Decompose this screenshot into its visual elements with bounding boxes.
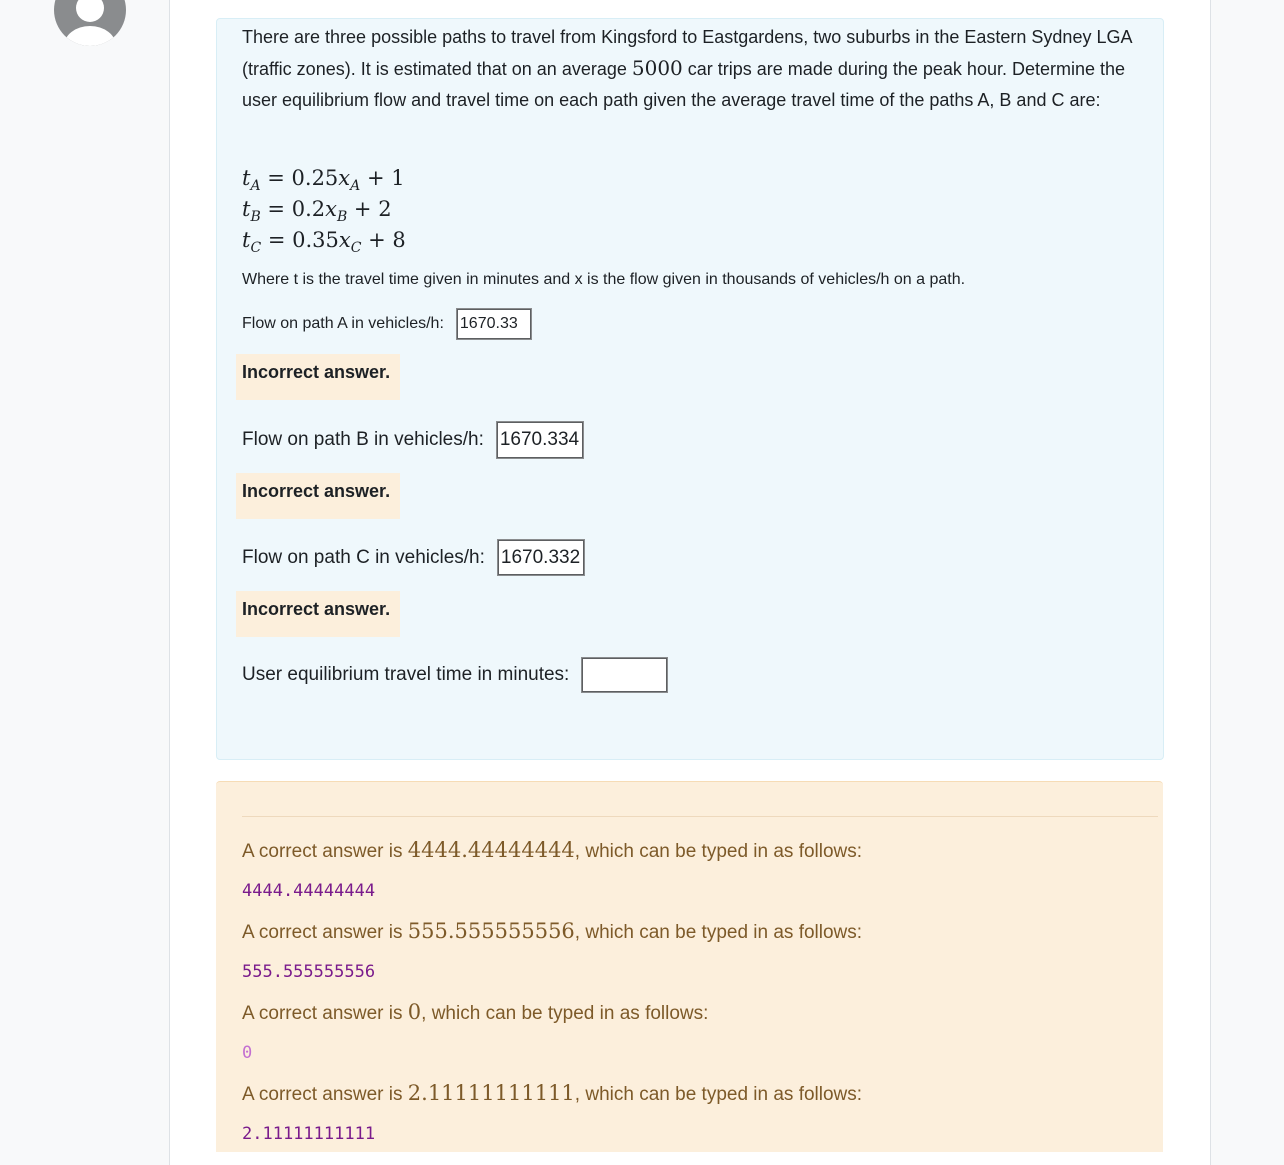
equation-b: $t_B = 0.2x_B + 2$ (242, 197, 392, 226)
correct-answer-1-suffix: , which can be typed in as follows: (574, 841, 863, 862)
correct-answer-4-suffix: , which can be typed in as follows: (574, 1084, 863, 1105)
equation-c: $t_C = 0.35x_C + 8$ (242, 228, 406, 257)
path-a-input[interactable] (456, 308, 532, 340)
path-a-label: Flow on path A in vehicles/h: (242, 315, 444, 332)
typed-answer-3: 0 (242, 1043, 253, 1063)
eq-c-var: x (338, 228, 351, 252)
path-c-feedback: Incorrect answer. (236, 591, 400, 637)
correct-answer-4-value: 2.11111111111 (407, 1081, 575, 1105)
avatar-head (76, 0, 104, 22)
path-b-row (242, 421, 584, 459)
correct-answer-2-suffix: , which can be typed in as follows: (574, 922, 863, 943)
correct-answer-3 (242, 1000, 708, 1025)
eq-b-lhs-sub: B (250, 209, 261, 226)
correct-answer-4-prefix: A correct answer is (242, 1084, 408, 1105)
path-a-row (242, 308, 532, 340)
user-avatar-icon[interactable] (54, 0, 126, 46)
correct-answer-3-prefix: A correct answer is (242, 1003, 408, 1024)
question-text-before: There are three possible paths to travel from Kingsford to Eastgardens, two suburbs in the Eastern Sydney LGA (traffic zones). It is estimated that on an average (242, 27, 1132, 79)
correct-answer-1-value: 4444.44444444 (407, 838, 575, 862)
correct-answer-4 (242, 1081, 862, 1106)
eq-c-var-sub: C (350, 240, 362, 257)
eq-a-const: 1 (391, 166, 405, 190)
feedback-divider (242, 816, 1158, 817)
question-text (242, 22, 1162, 116)
question-trips: 5000 (631, 56, 683, 80)
eq-c-lhs-sub: C (250, 240, 262, 257)
correct-answer-1 (242, 838, 862, 863)
typed-answer-2: 555.555555556 (242, 962, 376, 982)
time-label: User equilibrium travel time in minutes: (242, 664, 570, 685)
eq-b-coef: 0.2 (291, 197, 326, 221)
eq-a-lhs: t (242, 166, 251, 190)
eq-a-coef: 0.25 (291, 166, 339, 190)
eq-c-lhs: t (242, 228, 251, 252)
path-a-feedback: Incorrect answer. (236, 354, 400, 400)
path-b-feedback: Incorrect answer. (236, 473, 400, 519)
eq-a-lhs-sub: A (250, 178, 261, 195)
avatar-body (64, 26, 116, 46)
left-gutter (0, 0, 170, 1165)
eq-a-var-sub: A (350, 178, 361, 195)
path-b-input[interactable] (496, 421, 584, 459)
path-c-row (242, 539, 585, 576)
eq-a-var: x (338, 166, 351, 190)
path-c-label: Flow on path C in vehicles/h: (242, 546, 485, 568)
eq-c-coef: 0.35 (292, 228, 339, 252)
eq-b-const: 2 (378, 197, 392, 221)
typed-answer-1: 4444.44444444 (242, 881, 376, 901)
eq-b-var-sub: B (336, 209, 348, 226)
eq-c-const: 8 (392, 228, 406, 252)
where-text: Where t is the travel time given in minutes and x is the flow given in thousands of vehicles/h on a path. (242, 271, 966, 288)
correct-answer-3-suffix: , which can be typed in as follows: (421, 1003, 709, 1024)
correct-answer-1-prefix: A correct answer is (242, 841, 408, 862)
eq-b-var: x (325, 197, 337, 221)
time-row (242, 657, 668, 693)
correct-answer-2-value: 555.555555556 (407, 919, 575, 943)
correct-answer-2 (242, 919, 862, 944)
path-b-label: Flow on path B in vehicles/h: (242, 429, 484, 450)
question-text-after: car trips are made during the peak hour. Determine the user equilibrium flow and travel time on each path given the average travel time of the paths A, B and C are: (242, 59, 1126, 110)
eq-b-lhs: t (242, 197, 251, 221)
correct-answer-3-value: 0 (407, 1000, 422, 1024)
time-input[interactable] (581, 657, 668, 693)
typed-answer-4: 2.11111111111 (242, 1124, 376, 1144)
equation-a: $t_A = 0.25x_A + 1$ (242, 166, 405, 195)
path-c-input[interactable] (497, 539, 585, 576)
correct-answer-2-prefix: A correct answer is (242, 922, 408, 943)
